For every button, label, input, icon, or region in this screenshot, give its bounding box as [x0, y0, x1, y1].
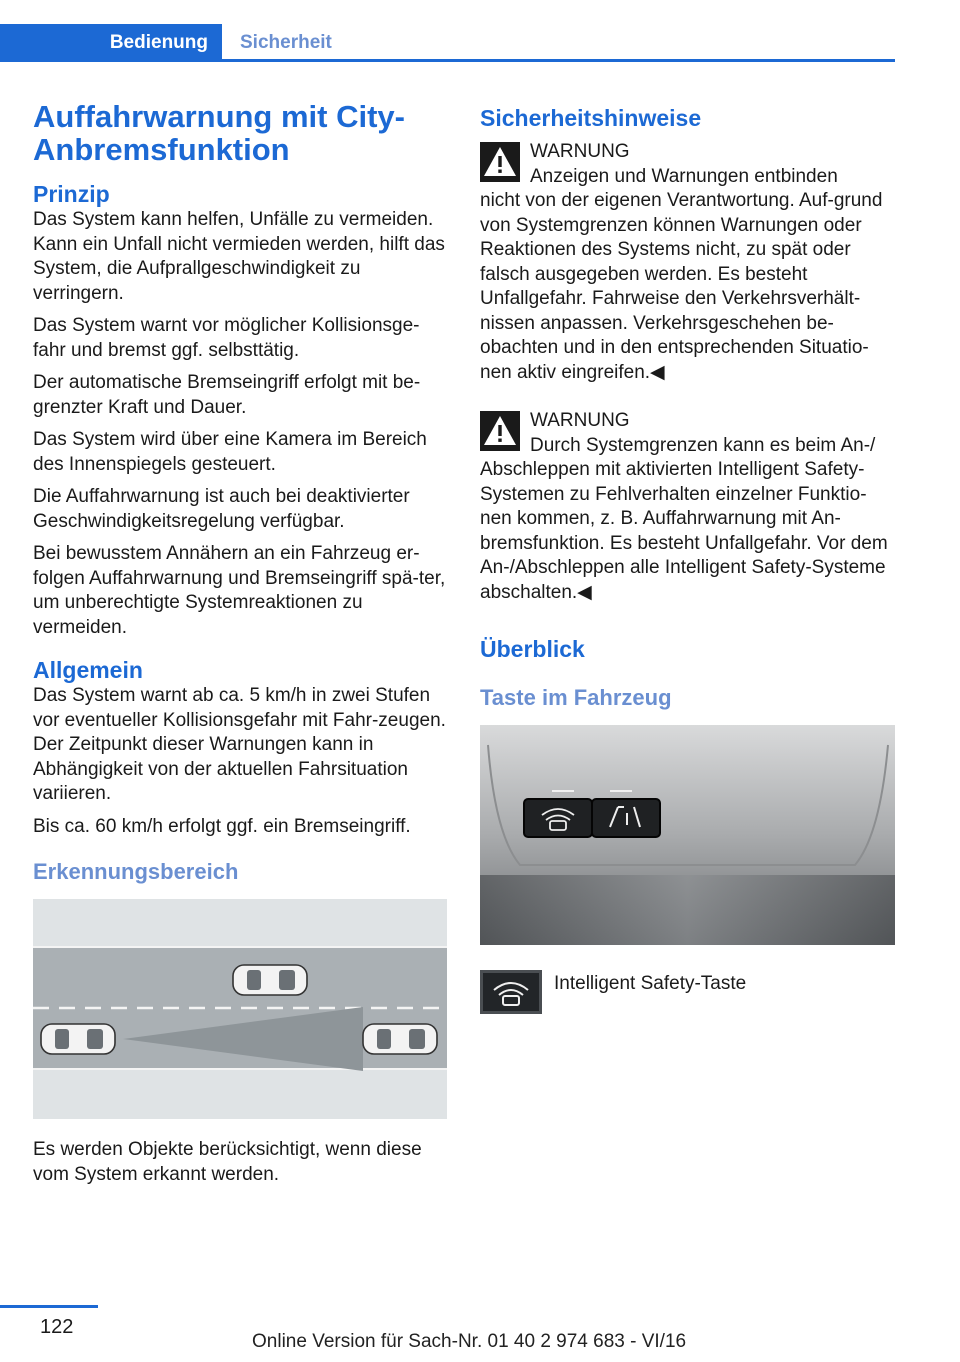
warning-first-line: Durch Systemgrenzen kann es beim An-/	[530, 434, 876, 456]
prinzip-paragraph: Die Auffahrwarnung ist auch bei deaktivierter Geschwindigkeitsregelung verfügbar.	[33, 486, 410, 532]
prinzip-paragraph: Der automatische Bremseingriff erfolgt mit be-grenzter Kraft und Dauer.	[33, 372, 421, 418]
warning-text: nicht von der eigenen Verantwortung. Auf-grund von Systemgrenzen können Warnungen oder Reaktionen des Systems nicht, zu spät oder falsch ausgegeben werden. Es besteht Unfallgefahr. Fahrweise den Verkehrsverhält-nissen anpassen. Verkehrsgeschehen be-obachten und in den entsprechenden Situatio-nen aktiv eingreifen.◀	[480, 190, 883, 383]
online-version-footer: Online Version für Sach-Nr. 01 40 2 974 683 - VI/16	[252, 1331, 687, 1352]
left-column	[33, 100, 447, 1187]
warning-block	[480, 409, 895, 605]
page-title	[33, 100, 447, 166]
prinzip-paragraph: Das System wird über eine Kamera im Bereich des Innenspiegels gesteuert.	[33, 429, 427, 475]
tab-bedienung[interactable]: Bedienung	[0, 24, 222, 62]
detection-range-diagram	[33, 899, 447, 1119]
prinzip-paragraph: Das System kann helfen, Unfälle zu vermeiden. Kann ein Unfall nicht vermieden werden, hilft das System, die Aufprallgeschwindigkeit zu verringern.	[33, 209, 445, 304]
page-title-line1: Auffahrwarnung mit City-	[33, 99, 405, 134]
car-ahead-left-lane	[233, 965, 307, 995]
vehicle-button-photo	[480, 725, 895, 945]
sicherheit-heading: Sicherheitshinweise	[480, 105, 702, 131]
right-column	[480, 100, 895, 1014]
allgemein-paragraph: Bis ca. 60 km/h erfolgt ggf. ein Bremseingriff.	[33, 815, 411, 837]
page-title-line2: Anbremsfunktion	[33, 132, 290, 167]
warning-triangle-icon	[480, 411, 520, 451]
ueberblick-heading: Überblick	[480, 636, 585, 662]
taste-heading: Taste im Fahrzeug	[480, 685, 672, 710]
allgemein-paragraph: Das System warnt ab ca. 5 km/h in zwei Stufen vor eventueller Kollisionsgefahr mit Fahr-zeugen. Der Zeitpunkt dieser Warnungen kann in Abhängigkeit von der aktuellen Fahrsituation variieren.	[33, 685, 446, 804]
warning-label: WARNUNG	[530, 410, 630, 431]
warning-label: WARNUNG	[530, 141, 630, 162]
chapter-tabs	[0, 24, 895, 62]
car-ahead-same-lane	[363, 1024, 437, 1054]
prinzip-paragraph: Bei bewusstem Annähern an ein Fahrzeug er-folgen Auffahrwarnung und Bremseingriff spä-ter, um unberechtigte Systemreaktionen zu vermeiden.	[33, 543, 446, 638]
warning-triangle-icon	[480, 142, 520, 182]
page-number-rule	[0, 1305, 98, 1308]
erkennung-heading: Erkennungsbereich	[33, 859, 239, 884]
warning-block	[480, 140, 895, 385]
button-legend-label: Intelligent Safety-Taste	[554, 973, 747, 994]
header-rule	[0, 59, 895, 62]
own-car	[41, 1024, 115, 1054]
prinzip-heading: Prinzip	[33, 181, 110, 207]
prinzip-paragraph: Das System warnt vor möglicher Kollisionsge-fahr und bremst ggf. selbsttätig.	[33, 315, 420, 361]
allgemein-heading: Allgemein	[33, 657, 143, 683]
page-number: 122	[40, 1316, 74, 1338]
warning-text: Abschleppen mit aktivierten Intelligent Safety-Systemen zu Fehlverhalten einzelner Funktio-nen kommen, z. B. Auffahrwarnung mit An-bremsfunktion. Es besteht Unfallgefahr. Vor dem An-/Abschleppen alle Intelligent Safety-Systeme abschalten.◀	[480, 459, 888, 603]
erkennung-caption: Es werden Objekte berücksichtigt, wenn diese vom System erkannt werden.	[33, 1139, 422, 1185]
tab-sicherheit[interactable]: Sicherheit	[240, 32, 332, 53]
button-legend	[480, 970, 895, 1014]
warning-first-line: Anzeigen und Warnungen entbinden	[530, 165, 838, 187]
intelligent-safety-button-icon	[480, 970, 542, 1014]
